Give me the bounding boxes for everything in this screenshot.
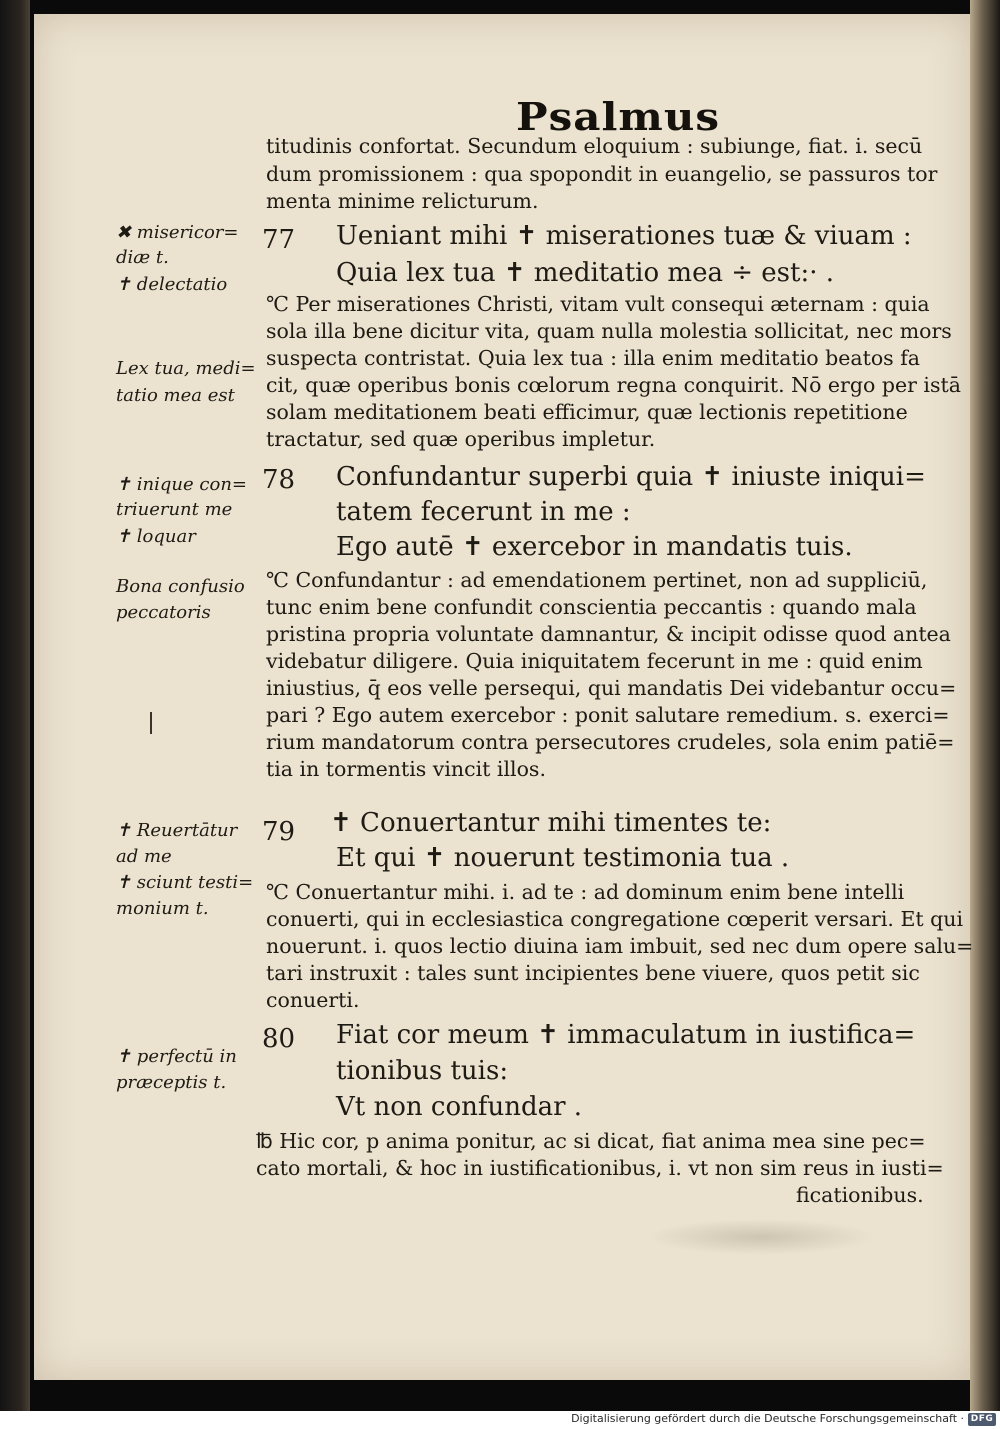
verse-number: 79 (262, 817, 296, 847)
dfg-logo: DFG (968, 1413, 996, 1426)
commentary-line: cato mortali, & hoc in iustificationibus, i. vt non sim reus in iusti= (256, 1156, 944, 1180)
commentary-line: videbatur diligere. Quia iniquitatem fecerunt in me : quid enim (266, 649, 923, 673)
margin-note: Lex tua, medi= (116, 358, 256, 379)
verse-number: 80 (262, 1024, 296, 1054)
margin-note: ✝ delectatio (116, 274, 228, 295)
verse-line: Ego autē ✝ exercebor in mandatis tuis. (336, 532, 853, 562)
commentary-line: nouerunt. i. quos lectio diuina iam imbuit, sed nec dum opere salu= (266, 934, 974, 958)
margin-note: præceptis t. (116, 1072, 227, 1093)
ink-smudge (646, 1219, 876, 1255)
margin-note: ✝ sciunt testi= (116, 872, 254, 893)
commentary-line: suspecta contristat. Quia lex tua : illa enim meditatio beatos fa (266, 346, 921, 370)
margin-note: ✝ Reuertātur (116, 820, 238, 841)
verse-line: Vt non confundar . (336, 1092, 583, 1122)
book-edge-left (0, 0, 30, 1411)
verse-number: 77 (262, 225, 296, 255)
commentary-line: pari ? Ego autem exercebor : ponit salutare remedium. s. exerci= (266, 703, 950, 727)
commentary-line: ℔ Hic cor, p anima ponitur, ac si dicat, fiat anima mea sine pec= (256, 1129, 926, 1153)
margin-mark (150, 712, 152, 734)
verse-line: Fiat cor meum ✝ immaculatum in iustifica= (336, 1020, 916, 1050)
page-heading: Psalmus (516, 93, 721, 140)
margin-note: ✝ perfectū in (116, 1046, 237, 1067)
margin-note: ✝ inique con= (116, 474, 247, 495)
intro-line: dum promissionem : qua spopondit in euangelio, se passuros tor (266, 162, 938, 186)
verse-line: Ueniant mihi ✝ miserationes tuæ & viuam : (336, 221, 912, 251)
margin-note: peccatoris (116, 602, 211, 623)
commentary-line: tractatur, sed quæ operibus impletur. (266, 427, 656, 451)
verse-line: tionibus tuis: (336, 1056, 509, 1086)
commentary-line: ficationibus. (796, 1183, 924, 1207)
commentary-line: ℃ Conuertantur mihi. i. ad te : ad dominum enim bene intelli (266, 880, 905, 904)
funding-credit: Digitalisierung gefördert durch die Deutsche Forschungsgemeinschaft · (571, 1412, 964, 1425)
verse-line: ✝ Conuertantur mihi timentes te: (330, 808, 772, 838)
commentary-line: iniustius, q̄ eos velle persequi, qui mandatis Dei videbantur occu= (266, 676, 957, 700)
margin-note: Bona confusio (116, 576, 245, 597)
intro-line: menta minime relicturum. (266, 189, 539, 213)
commentary-line: pristina propria voluntate damnantur, & incipit odisse quod antea (266, 622, 951, 646)
verse-line: Confundantur superbi quia ✝ iniuste iniqui= (336, 462, 926, 492)
verse-line: Et qui ✝ nouerunt testimonia tua . (336, 843, 790, 873)
margin-note: ✖ misericor= (116, 222, 239, 243)
footer-bar (0, 1411, 1000, 1429)
commentary-line: conuerti, qui in ecclesiastica congregatione cœperit versari. Et qui (266, 907, 964, 931)
commentary-line: sola illa bene dicitur vita, quam nulla molestia sollicitat, nec mors (266, 319, 952, 343)
commentary-line: tari instruxit : tales sunt incipientes bene viuere, quos petit sic (266, 961, 920, 985)
intro-line: titudinis confortat. Secundum eloquium : subiunge, fiat. i. secū (266, 134, 923, 158)
margin-note: ✝ loquar (116, 526, 196, 547)
commentary-line: cit, quæ operibus bonis cœlorum regna conquirit. Nō ergo per istā (266, 373, 961, 397)
verse-line: tatem fecerunt in me : (336, 497, 631, 527)
margin-note: diæ t. (116, 247, 169, 268)
commentary-line: rium mandatorum contra persecutores crudeles, sola enim patiē= (266, 730, 955, 754)
margin-note: triuerunt me (116, 499, 233, 520)
margin-note: ad me (116, 846, 172, 867)
margin-note: tatio mea est (116, 385, 235, 406)
commentary-line: conuerti. (266, 988, 360, 1012)
verse-line: Quia lex tua ✝ meditatio mea ÷ est:· . (336, 258, 834, 288)
verse-number: 78 (262, 465, 296, 495)
commentary-line: ℃ Confundantur : ad emendationem pertinet, non ad suppliciū, (266, 568, 928, 592)
commentary-line: tunc enim bene confundit conscientia peccantis : quando mala (266, 595, 917, 619)
book-edge-right (970, 0, 1000, 1411)
commentary-line: tia in tormentis vincit illos. (266, 757, 546, 781)
book-page (34, 14, 974, 1380)
commentary-line: ℃ Per miserationes Christi, vitam vult consequi æternam : quia (266, 292, 930, 316)
commentary-line: solam meditationem beati efficimur, quæ lectionis repetitione (266, 400, 908, 424)
margin-note: monium t. (116, 898, 209, 919)
